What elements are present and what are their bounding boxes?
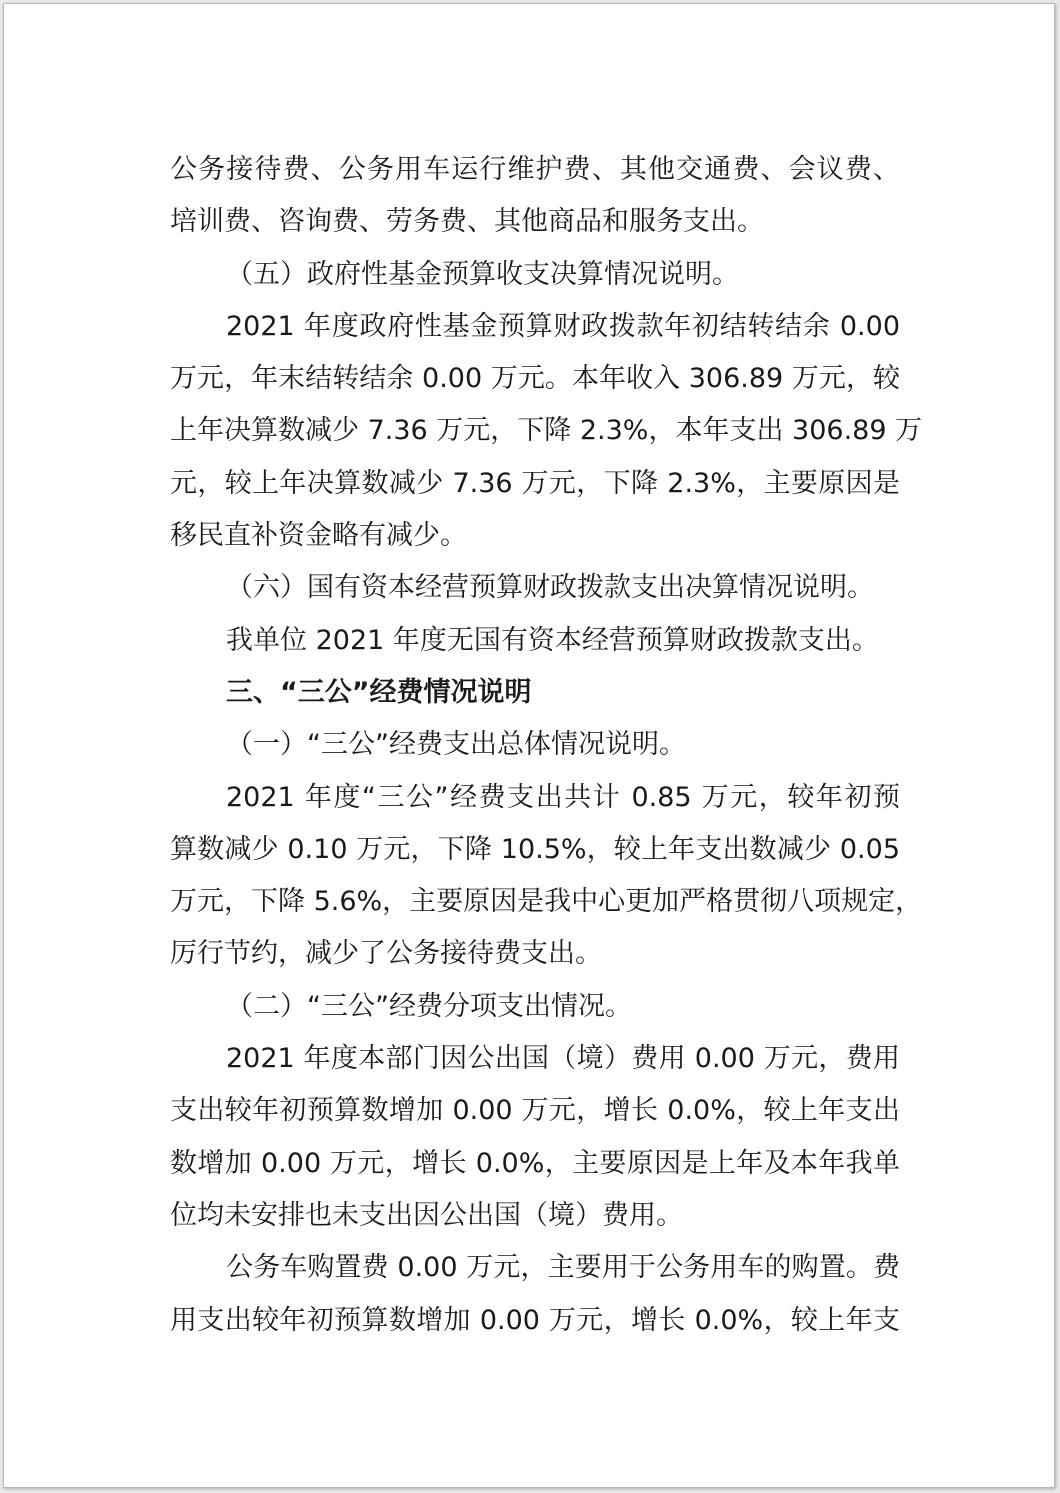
body-line: 2021 年度政府性基金预算财政拨款年初结转结余 0.00 <box>226 310 900 342</box>
body-line: 移民直补资金略有减少。 <box>170 520 467 552</box>
body-line: 培训费、咨询费、劳务费、其他商品和服务支出。 <box>170 206 764 238</box>
body-line: 算数减少 0.10 万元，下降 10.5%，较上年支出数减少 0.05 <box>170 833 900 865</box>
document-body <box>170 144 923 1347</box>
body-line: 位均未安排也未支出因公出国（境）费用。 <box>170 1199 683 1231</box>
body-line: 万元，下降 5.6%，主要原因是我中心更加严格贯彻八项规定， <box>170 886 923 918</box>
body-line: 万元，年末结转结余 0.00 万元。本年收入 306.89 万元，较 <box>170 363 900 395</box>
body-line: 厉行节约，减少了公务接待费支出。 <box>170 938 602 970</box>
chapter-heading: 三、“三公”经费情况说明 <box>226 676 532 708</box>
body-line: 2021 年度本部门因公出国（境）费用 0.00 万元，费用 <box>226 1043 900 1075</box>
body-line: 上年决算数减少 7.36 万元，下降 2.3%，本年支出 306.89 万 <box>170 415 923 447</box>
body-line: 我单位 2021 年度无国有资本经营预算财政拨款支出。 <box>226 624 879 656</box>
document-page <box>3 3 1055 1488</box>
body-line: 公务车购置费 0.00 万元，主要用于公务用车的购置。费 <box>226 1252 900 1284</box>
body-line: 支出较年初预算数增加 0.00 万元，增长 0.0%，较上年支出 <box>170 1095 900 1127</box>
section-heading: （六）国有资本经营预算财政拨款支出决算情况说明。 <box>226 572 874 604</box>
body-line: 2021 年度“三公”经费支出共计 0.85 万元，较年初预 <box>226 781 900 813</box>
body-line: 用支出较年初预算数增加 0.00 万元，增长 0.0%，较上年支 <box>170 1304 900 1336</box>
section-heading: （五）政府性基金预算收支决算情况说明。 <box>226 258 739 290</box>
body-line: 元，较上年决算数减少 7.36 万元，下降 2.3%，主要原因是 <box>170 467 900 499</box>
body-line: 公务接待费、公务用车运行维护费、其他交通费、会议费、 <box>170 154 900 185</box>
section-heading: （二）“三公”经费分项支出情况。 <box>226 990 632 1022</box>
section-heading: （一）“三公”经费支出总体情况说明。 <box>226 729 686 761</box>
body-line: 数增加 0.00 万元，增长 0.0%，主要原因是上年及本年我单 <box>170 1147 900 1179</box>
